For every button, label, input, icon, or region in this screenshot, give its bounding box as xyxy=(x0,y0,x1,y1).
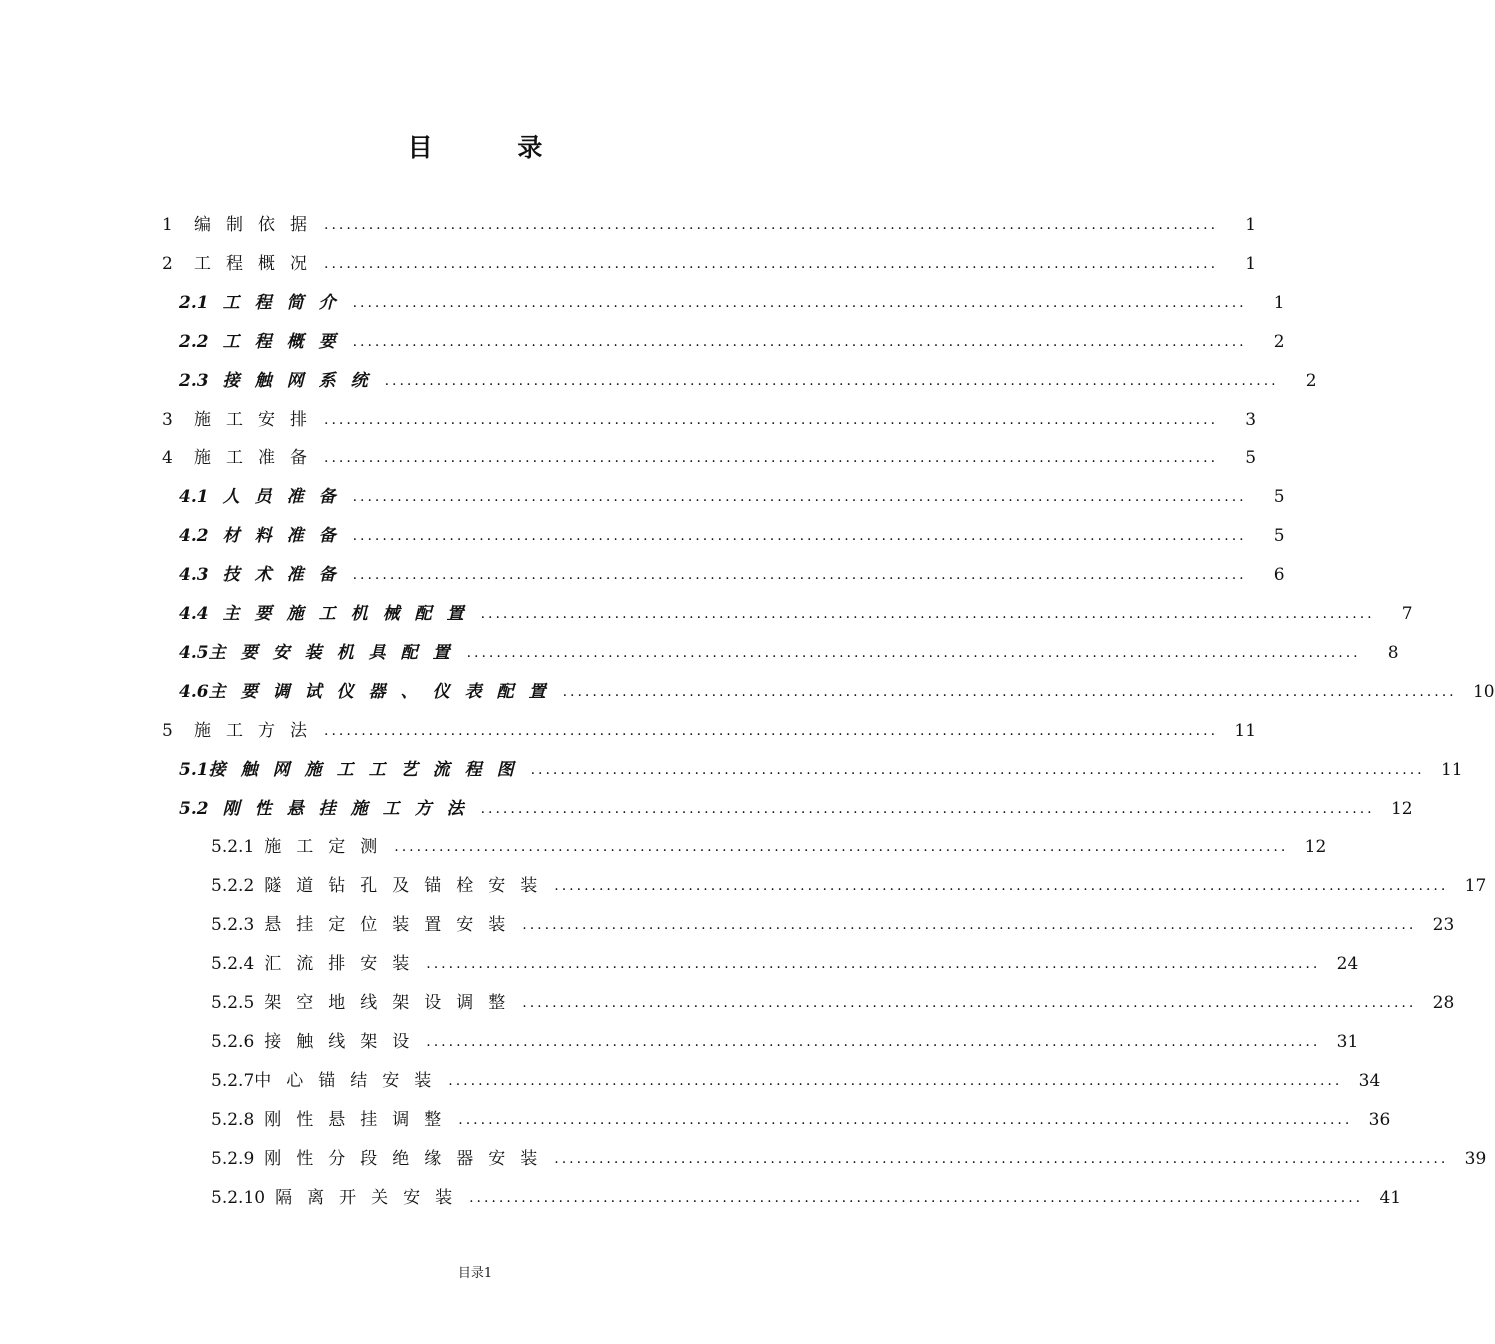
toc-leader-dots: ........................................................................................................................ xyxy=(480,800,1375,817)
toc-entry[interactable] xyxy=(211,867,1487,905)
toc-entry-label: 工程概要 xyxy=(222,331,351,352)
toc-entry-number: 5.2.7 xyxy=(211,1070,255,1091)
toc-entry-number: 3 xyxy=(162,409,173,430)
toc-entry-page: 11 xyxy=(1440,759,1463,780)
toc-entry[interactable] xyxy=(179,673,1495,711)
toc-entry-label: 架空地线架设调整 xyxy=(264,993,521,1013)
toc-entry-label: 刚性悬挂调整 xyxy=(264,1109,457,1130)
toc-entry-number: 2.2 xyxy=(179,331,209,352)
toc-entry-page: 5 xyxy=(1273,487,1285,508)
toc-entry[interactable] xyxy=(162,206,1257,244)
toc-entry-label: 施工定测 xyxy=(264,837,393,858)
toc-entry-number: 2.1 xyxy=(179,292,209,313)
toc-entry[interactable] xyxy=(211,1023,1359,1061)
toc-entry[interactable] xyxy=(211,1062,1381,1100)
toc-leader-dots: ........................................................................................................................ xyxy=(554,878,1449,895)
toc-entry-number: 5.2.3 xyxy=(211,915,255,936)
toc-leader-dots: ........................................................................................................................ xyxy=(384,372,1279,389)
toc-entry-number: 2.3 xyxy=(179,370,209,391)
toc-entry[interactable] xyxy=(162,245,1257,283)
toc-entry-number: 5 xyxy=(162,720,173,741)
toc-leader-dots: ........................................................................................................................ xyxy=(352,294,1247,311)
toc-entry-label: 工程简介 xyxy=(222,292,351,313)
toc-leader-dots: ........................................................................................................................ xyxy=(530,761,1425,778)
toc-entry-label: 中心锚结安装 xyxy=(254,1070,447,1091)
toc-entry[interactable] xyxy=(211,945,1359,983)
toc-entry-label: 隔离开关安装 xyxy=(275,1187,468,1208)
toc-entry-page: 2 xyxy=(1305,370,1317,391)
toc-entry-label: 材料准备 xyxy=(222,526,351,547)
toc-entry[interactable] xyxy=(211,906,1455,944)
toc-entry-label: 接触网施工工艺流程图 xyxy=(208,759,529,780)
toc-leader-dots: ........................................................................................................................ xyxy=(324,217,1219,233)
toc-entry-page: 7 xyxy=(1401,604,1413,624)
toc-entry-page: 12 xyxy=(1390,798,1413,819)
toc-leader-dots: ........................................................................................................................ xyxy=(324,450,1219,467)
toc-entry-page: 1 xyxy=(1273,292,1285,313)
toc-leader-dots: ........................................................................................................................ xyxy=(522,917,1417,934)
toc-leader-dots: ........................................................................................................................ xyxy=(352,333,1247,350)
toc-entry-number: 4.6 xyxy=(179,681,209,702)
toc-entry[interactable] xyxy=(179,323,1285,361)
toc-entry[interactable] xyxy=(179,634,1399,672)
toc-leader-dots: ........................................................................................................................ xyxy=(352,528,1247,545)
toc-entry-label: 主要施工机械配置 xyxy=(222,604,479,624)
toc-entry-label: 施工安排 xyxy=(194,409,322,430)
toc-leader-dots: ........................................................................................................................ xyxy=(469,1189,1364,1206)
toc-entry-page: 24 xyxy=(1336,954,1359,975)
toc-entry-label: 施工准备 xyxy=(194,448,322,469)
toc-entry-number: 4 xyxy=(162,448,173,469)
toc-entry[interactable] xyxy=(179,362,1317,400)
toc-entry-number: 5.1 xyxy=(179,759,209,780)
toc-entry-number: 5.2.5 xyxy=(211,993,255,1013)
toc-entry-page: 5 xyxy=(1273,526,1285,547)
toc-entry-page: 3 xyxy=(1245,409,1257,430)
toc-entry[interactable] xyxy=(162,712,1257,750)
toc-entry-number: 5.2.10 xyxy=(211,1187,266,1208)
toc-leader-dots: ........................................................................................................................ xyxy=(466,644,1361,661)
toc-entry-page: 2 xyxy=(1273,331,1285,352)
toc-entry-label: 隧道钻孔及锚栓安装 xyxy=(264,876,553,897)
toc-entry[interactable] xyxy=(179,751,1463,789)
toc-entry-number: 4.2 xyxy=(179,526,209,547)
toc-entry-number: 5.2 xyxy=(179,798,209,819)
toc-entry-label: 刚性悬挂施工方法 xyxy=(222,798,479,819)
toc-entry-page: 39 xyxy=(1464,1148,1487,1169)
toc-entry-label: 编制依据 xyxy=(194,215,322,235)
toc-leader-dots: ........................................................................................................................ xyxy=(324,255,1219,272)
toc-entry-page: 12 xyxy=(1304,837,1327,858)
toc-entry-number: 5.2.4 xyxy=(211,954,255,975)
toc-entry-number: 4.3 xyxy=(179,565,209,586)
toc-entry-page: 1 xyxy=(1245,253,1257,274)
toc-leader-dots: ........................................................................................................................ xyxy=(352,489,1247,506)
toc-entry-page: 34 xyxy=(1358,1070,1381,1091)
toc-entry-page: 5 xyxy=(1245,448,1257,469)
toc-leader-dots: ........................................................................................................................ xyxy=(324,411,1219,428)
toc-entry-page: 6 xyxy=(1273,565,1285,586)
toc-leader-dots: ........................................................................................................................ xyxy=(394,839,1289,856)
toc-leader-dots: ........................................................................................................................ xyxy=(554,1150,1449,1167)
toc-entry[interactable] xyxy=(179,517,1285,555)
toc-leader-dots: ........................................................................................................................ xyxy=(352,567,1247,584)
toc-entry-label: 接触网系统 xyxy=(222,370,383,391)
toc-entry[interactable] xyxy=(211,984,1455,1022)
toc-entry[interactable] xyxy=(211,828,1327,866)
toc-entry-page: 1 xyxy=(1245,215,1257,235)
toc-entry-number: 5.2.2 xyxy=(211,876,255,897)
toc-leader-dots: ........................................................................................................................ xyxy=(324,722,1219,739)
toc-leader-dots: ........................................................................................................................ xyxy=(426,956,1321,973)
toc-entry-label: 工程概况 xyxy=(194,253,322,274)
toc-entry-label: 刚性分段绝缘器安装 xyxy=(264,1148,553,1169)
toc-entry[interactable] xyxy=(162,401,1257,439)
toc-entry-label: 施工方法 xyxy=(194,720,322,741)
toc-entry-page: 41 xyxy=(1379,1187,1402,1208)
toc-entry[interactable] xyxy=(179,595,1413,633)
page-footer: 目录1 xyxy=(457,1266,493,1281)
toc-entry[interactable] xyxy=(162,439,1257,477)
toc-entry[interactable] xyxy=(211,1101,1391,1139)
toc-entry-page: 8 xyxy=(1387,642,1399,663)
toc-entry[interactable] xyxy=(179,790,1413,828)
toc-leader-dots: ........................................................................................................................ xyxy=(448,1072,1343,1089)
toc-entry-page: 10 xyxy=(1472,681,1495,702)
toc-entry-label: 人员准备 xyxy=(222,487,351,508)
toc-leader-dots: ........................................................................................................................ xyxy=(562,683,1457,700)
toc-entry-number: 5.2.1 xyxy=(211,837,255,858)
toc-entry-number: 1 xyxy=(162,215,173,235)
toc-leader-dots: ........................................................................................................................ xyxy=(522,995,1417,1011)
toc-entry-page: 28 xyxy=(1432,993,1455,1013)
toc-entry-page: 36 xyxy=(1368,1109,1391,1130)
toc-leader-dots: ........................................................................................................................ xyxy=(480,606,1375,622)
toc-entry-page: 23 xyxy=(1432,915,1455,936)
toc-entry-label: 技术准备 xyxy=(222,565,351,586)
toc-entry-number: 5.2.9 xyxy=(211,1148,255,1169)
toc-entry-page: 31 xyxy=(1336,1031,1359,1052)
toc-entry-page: 11 xyxy=(1234,720,1257,741)
toc-entry-page: 17 xyxy=(1464,876,1487,897)
toc-entry-label: 悬挂定位装置安装 xyxy=(264,915,521,936)
toc-entry-number: 4.1 xyxy=(179,487,209,508)
toc-leader-dots: ........................................................................................................................ xyxy=(458,1111,1353,1128)
toc-entry[interactable] xyxy=(179,478,1285,516)
toc-entry-number: 4.4 xyxy=(179,604,209,624)
toc-entry-number: 4.5 xyxy=(179,642,209,663)
toc-entry-label: 主要安装机具配置 xyxy=(208,642,465,663)
toc-leader-dots: ........................................................................................................................ xyxy=(426,1033,1321,1050)
toc-entry[interactable] xyxy=(211,1179,1402,1217)
page-title: 目 录 xyxy=(407,133,581,162)
toc-entry[interactable] xyxy=(211,1140,1487,1178)
toc-entry-number: 5.2.6 xyxy=(211,1031,255,1052)
toc-entry-number: 5.2.8 xyxy=(211,1109,255,1130)
toc-entry[interactable] xyxy=(179,284,1285,322)
toc-entry-label: 主要调试仪器、仪表配置 xyxy=(208,681,561,702)
toc-entry-label: 汇流排安装 xyxy=(264,954,425,975)
toc-entry[interactable] xyxy=(179,556,1285,594)
toc-entry-number: 2 xyxy=(162,253,173,274)
toc-entry-label: 接触线架设 xyxy=(264,1031,425,1052)
